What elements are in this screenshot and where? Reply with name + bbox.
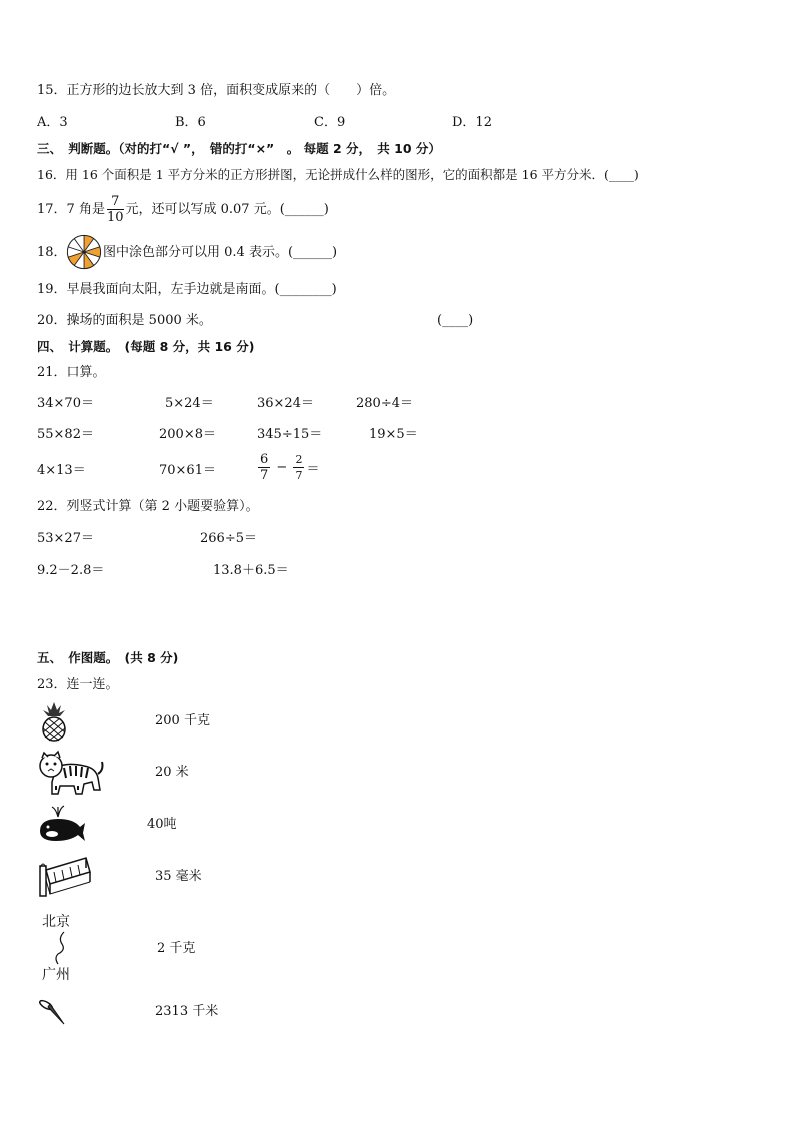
q17-suffix: 元，还可以写成 0.07 元。(______): [125, 202, 329, 217]
section-5-heading: 五、 作图题。 (共 8 分): [37, 650, 179, 665]
q21-r3-c2: 70×61＝: [159, 463, 216, 478]
q15-option-c: C．9: [314, 115, 346, 130]
fraction-b-denominator: 7: [295, 469, 303, 482]
q20-text: 20．操场的面积是 5000 米。: [37, 313, 212, 328]
map-label-beijing: 北京: [42, 914, 70, 930]
pineapple-icon: [38, 700, 70, 742]
q22-title: 22．列竖式计算（第 2 小题要验算）。: [37, 499, 259, 514]
map-label-guangzhou: 广州: [42, 967, 70, 983]
q21-r2-c3: 345÷15＝: [257, 427, 323, 442]
match-label-2[interactable]: 20 米: [155, 765, 189, 780]
minus-sign: −: [276, 460, 288, 475]
pie-circle-icon: [66, 234, 102, 270]
q21-r1-c2: 5×24＝: [165, 396, 214, 411]
q22-item-3: 9.2－2.8＝: [37, 563, 105, 578]
q15-text: 15．正方形的边长放大到 3 倍，面积变成原来的（ ）倍。: [37, 83, 396, 98]
q16-text: 16．用 16 个面积是 1 平方分米的正方形拼图，无论拼成什么样的图形，它的面积都是 16 平方分米．(____): [37, 167, 639, 182]
q17-prefix: 17．7 角是: [37, 202, 105, 217]
q21-fraction-expression: [256, 452, 319, 483]
match-label-6[interactable]: 2313 千米: [155, 1004, 219, 1019]
q18-text: 图中涂色部分可以用 0.4 表示。(______): [103, 245, 338, 260]
q21-title: 21．口算。: [37, 365, 106, 380]
fraction-a-numerator: 6: [260, 452, 269, 467]
fraction-b-numerator: 2: [295, 453, 303, 466]
q20-blank: (____): [437, 313, 474, 328]
q21-r2-c1: 55×82＝: [37, 427, 94, 442]
section-4-heading: 四、 计算题。 (每题 8 分，共 16 分): [37, 339, 255, 354]
fraction-b: [293, 452, 304, 483]
q19-text: 19．早晨我面向太阳，左手边就是南面。(________): [37, 282, 337, 297]
q17-fraction: [107, 194, 124, 225]
q21-r1-c1: 34×70＝: [37, 396, 94, 411]
q15-option-d: D．12: [452, 115, 492, 130]
fraction-a-denominator: 7: [260, 468, 269, 483]
match-label-3[interactable]: 40吨: [147, 817, 177, 832]
q22-item-1: 53×27＝: [37, 531, 94, 546]
tiger-icon: [36, 750, 104, 798]
match-label-1[interactable]: 200 千克: [155, 713, 210, 728]
q21-r2-c2: 200×8＝: [159, 427, 216, 442]
q18-number: 18．: [37, 245, 67, 260]
q22-item-2: 266÷5＝: [200, 531, 257, 546]
nail-icon: [38, 998, 68, 1026]
q21-r2-c4: 19×5＝: [369, 427, 418, 442]
q15-option-b: B．6: [175, 115, 206, 130]
q23-title: 23．连一连。: [37, 677, 119, 692]
q21-r1-c3: 36×24＝: [257, 396, 314, 411]
q17-numerator: 7: [107, 194, 124, 210]
q22-item-4: 13.8＋6.5＝: [213, 563, 289, 578]
q17-line: [37, 194, 329, 225]
fraction-a: [258, 452, 270, 483]
match-label-5[interactable]: 2 千克: [157, 941, 196, 956]
match-label-4[interactable]: 35 毫米: [155, 869, 202, 884]
bed-icon: [36, 850, 94, 898]
q17-denominator: 10: [106, 210, 124, 225]
route-line-icon: [48, 930, 72, 966]
q21-r3-c1: 4×13＝: [37, 463, 86, 478]
q15-option-a: A．3: [37, 115, 68, 130]
section-3-heading: 三、 判断题。（对的打“√ ”， 错的打“×” 。 每题 2 分， 共 10 分）: [37, 141, 441, 156]
whale-icon: [36, 803, 86, 843]
equals-sign: ＝: [306, 462, 320, 477]
q21-r1-c4: 280÷4＝: [356, 396, 413, 411]
